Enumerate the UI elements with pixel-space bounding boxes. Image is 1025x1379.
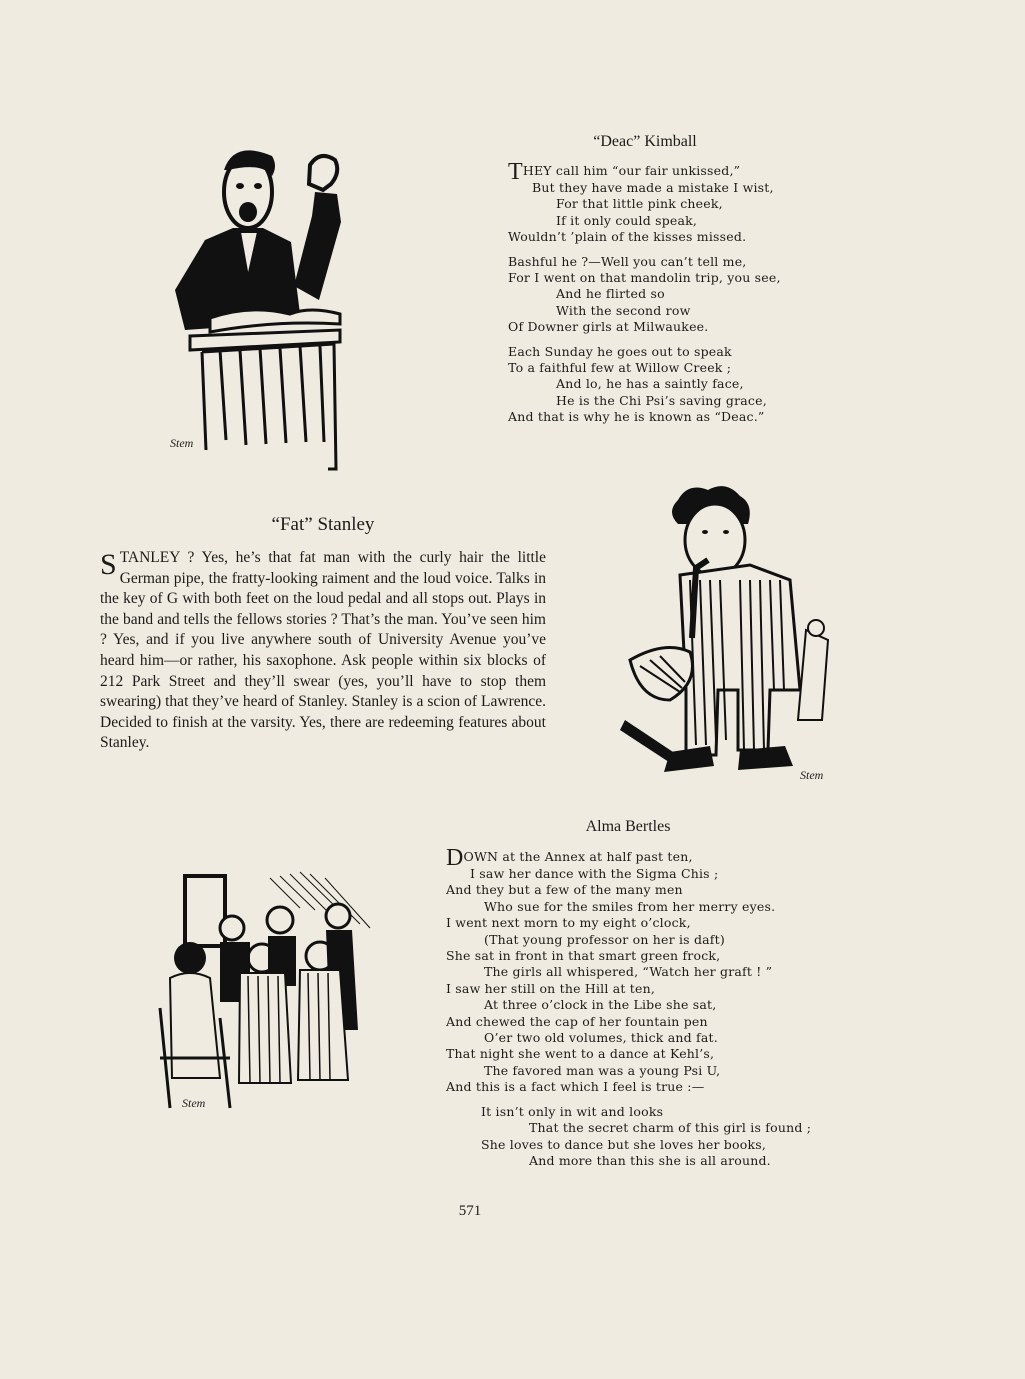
stanley-title: “Fat” Stanley xyxy=(271,514,375,535)
signature: Stem xyxy=(170,436,194,450)
poem-line xyxy=(481,1120,821,1136)
poem-line xyxy=(446,882,816,898)
poem-line-text: I saw her still on the Hill at ten, xyxy=(446,980,656,996)
signature: Stem xyxy=(182,1096,206,1110)
poem-line xyxy=(508,393,808,409)
man-with-pipe-and-saxophone-illustration xyxy=(620,480,840,790)
drop-cap: T xyxy=(508,159,523,185)
poem-line xyxy=(508,213,808,229)
poem-line xyxy=(446,964,816,980)
poem-line-text: HEY call him “our fair unkissed,” xyxy=(522,163,741,178)
poem-line-text: For I went on that mandolin trip, you see, xyxy=(508,270,781,286)
poem-line-text: And that is why he is known as “Deac.” xyxy=(508,409,765,425)
poem-line xyxy=(481,1153,821,1169)
girl-seated-with-men-illustration xyxy=(150,858,385,1118)
stanza xyxy=(508,344,808,426)
poem-line xyxy=(508,159,808,185)
alma-coda xyxy=(481,1104,821,1170)
stanley-body: TANLEY ? Yes, he’s that fat man with the curly hair the little German pipe, the fratty-looking raiment and the loud voice. Talks in the key of G with both feet on the loud pedal and all stops out. Plays in the band and tells the fellows stories ? That’s the man. You’ve seen him ? Yes, and if you live anywhere south of University Avenue you’ve heard him—or rather, his saxophone. Ask people within six blocks of 212 Park Street and they’ll swear (yes, you’ll have to stop them swearing) that they’ve heard of Stanley. Stanley is a scion of Lawrence. Decided to finish at the varsity. Yes, there are redeeming features about Stanley. xyxy=(100,549,546,752)
poem-line-text: He is the Chi Psi’s saving grace, xyxy=(556,392,767,408)
poem-line xyxy=(446,981,816,997)
poem-line xyxy=(446,997,816,1013)
poem-line xyxy=(446,932,816,948)
poem-line xyxy=(508,254,808,270)
preacher-at-pulpit-illustration xyxy=(160,140,350,480)
poem-line-text: And more than this she is all around. xyxy=(529,1153,771,1169)
poem-line-text: It isn’t only in wit and looks xyxy=(481,1104,664,1119)
deac-poem xyxy=(508,159,808,434)
poem-line xyxy=(508,196,808,212)
poem-line xyxy=(508,286,808,302)
stanza xyxy=(508,254,808,336)
poem-line-text: With the second row xyxy=(556,302,691,318)
alma-poem xyxy=(446,845,816,1096)
poem-line xyxy=(481,1137,821,1153)
poem-line-text: The favored man was a young Psi U, xyxy=(484,1062,721,1078)
poem-line xyxy=(508,376,808,392)
poem-line-text: She loves to dance but she loves her books, xyxy=(481,1136,767,1152)
poem-line-text: And chewed the cap of her fountain pen xyxy=(446,1013,708,1029)
poem-line-text: (That young professor on her is daft) xyxy=(484,931,725,947)
poem-line-text: If it only could speak, xyxy=(556,212,698,228)
poem-line xyxy=(508,180,808,196)
poem-line-text: And lo, he has a saintly face, xyxy=(556,376,744,392)
poem-line-text: OWN at the Annex at half past ten, xyxy=(463,849,693,864)
poem-line xyxy=(446,1079,816,1095)
poem-line-text: O’er two old volumes, thick and fat. xyxy=(484,1030,718,1046)
poem-line xyxy=(508,319,808,335)
poem-line-text: And he flirted so xyxy=(556,286,665,302)
poem-line xyxy=(446,845,816,871)
poem-line-text: And this is a fact which I feel is true :— xyxy=(446,1079,705,1095)
poem-line xyxy=(446,899,816,915)
poem-line xyxy=(508,229,808,245)
poem-line-text: The girls all whispered, “Watch her graft ! ” xyxy=(484,964,773,980)
poem-line xyxy=(508,360,808,376)
poem-line-text: That night she went to a dance at Kehl’s, xyxy=(446,1046,715,1062)
stanley-paragraph xyxy=(100,548,546,754)
deac-title: “Deac” Kimball xyxy=(593,133,697,150)
poem-line-text: At three o’clock in the Libe she sat, xyxy=(484,997,717,1013)
poem-line xyxy=(446,1030,816,1046)
stanza xyxy=(508,159,808,246)
poem-line-text: And they but a few of the many men xyxy=(446,882,683,898)
poem-line xyxy=(446,1046,816,1062)
poem-line xyxy=(446,948,816,964)
poem-line-text: That the secret charm of this girl is found ; xyxy=(529,1120,812,1136)
poem-line-text: I saw her dance with the Sigma Chis ; xyxy=(470,866,719,881)
poem-line-text: Who sue for the smiles from her merry eyes. xyxy=(484,898,776,914)
page-number: 571 xyxy=(458,1203,482,1219)
poem-line-text: Each Sunday he goes out to speak xyxy=(508,343,732,359)
drop-cap: S xyxy=(100,548,117,581)
poem-line xyxy=(508,303,808,319)
poem-line xyxy=(508,344,808,360)
poem-line-text: I went next morn to my eight o’clock, xyxy=(446,915,691,931)
poem-line xyxy=(508,270,808,286)
poem-line xyxy=(446,1014,816,1030)
poem-line xyxy=(446,1063,816,1079)
drop-cap: D xyxy=(446,845,464,871)
poem-line xyxy=(446,866,816,882)
poem-line xyxy=(481,1104,821,1120)
poem-line-text: Of Downer girls at Milwaukee. xyxy=(508,319,709,335)
poem-line-text: Bashful he ?—Well you can’t tell me, xyxy=(508,253,747,269)
poem-line-text: For that little pink cheek, xyxy=(556,196,723,212)
poem-line xyxy=(508,409,808,425)
poem-line xyxy=(446,915,816,931)
alma-title: Alma Bertles xyxy=(585,818,671,835)
poem-line-text: But they have made a mistake I wist, xyxy=(532,180,774,195)
signature: Stem xyxy=(800,768,824,782)
poem-line-text: Wouldn’t ’plain of the kisses missed. xyxy=(508,229,747,245)
poem-line-text: To a faithful few at Willow Creek ; xyxy=(508,360,732,376)
poem-line-text: She sat in front in that smart green frock, xyxy=(446,948,721,964)
